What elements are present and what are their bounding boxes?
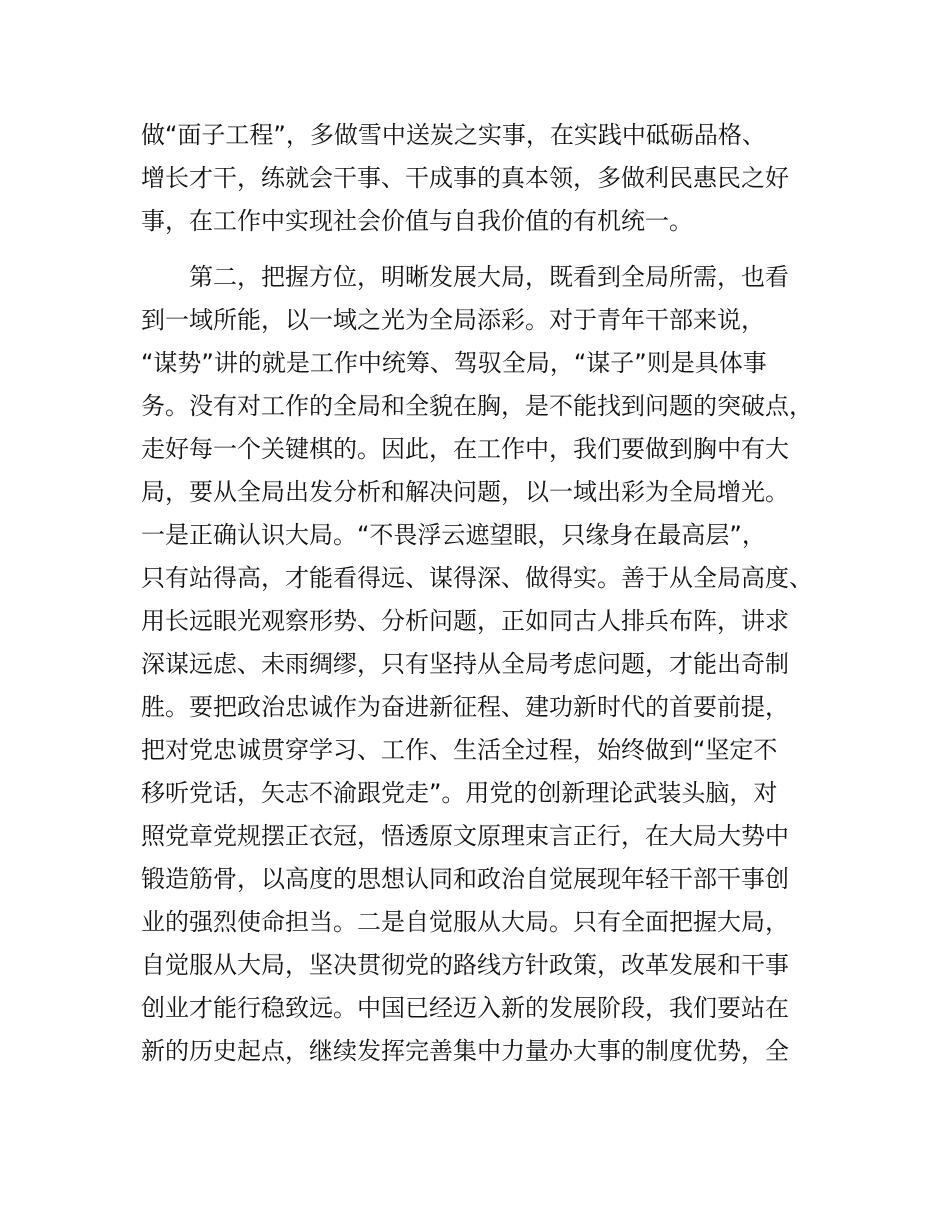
text-line: 局，要从全局出发分析和解决问题，以一域出彩为全局增光。 (141, 478, 789, 506)
text-line: 增长才干，练就会干事、干成事的真本领，多做利民惠民之好 (141, 164, 789, 192)
text-line: 照党章党规摆正衣冠，悟透原文原理束言正行，在大局大势中 (141, 822, 789, 850)
text-line: 业的强烈使命担当。二是自觉服从大局。只有全面把握大局， (141, 908, 789, 936)
text-line: 创业才能行稳致远。中国已经迈入新的发展阶段，我们要站在 (141, 994, 789, 1022)
text-line: 新的历史起点，继续发挥完善集中力量办大事的制度优势，全 (141, 1037, 789, 1065)
text-line: 只有站得高，才能看得远、谋得深、做得实。善于从全局高度、 (141, 564, 813, 592)
text-line: 事，在工作中实现社会价值与自我价值的有机统一。 (141, 207, 693, 235)
text-line: 用长远眼光观察形势、分析问题，正如同古人排兵布阵，讲求 (141, 607, 789, 635)
text-line: 胜。要把政治忠诚作为奋进新征程、建功新时代的首要前提， (141, 693, 789, 721)
text-line: 第二，把握方位，明晰发展大局，既看到全局所需，也看 (141, 263, 789, 291)
text-line: 走好每一个关键棋的。因此，在工作中，我们要做到胸中有大 (141, 435, 789, 463)
text-line: 深谋远虑、未雨绸缪，只有坚持从全局考虑问题，才能出奇制 (141, 650, 789, 678)
text-line: 做“面子工程”，多做雪中送炭之实事，在实践中砥砺品格、 (141, 121, 766, 149)
text-line: 到一域所能，以一域之光为全局添彩。对于青年干部来说， (141, 306, 765, 334)
text-line: 务。没有对工作的全局和全貌在胸，是不能找到问题的突破点， (141, 392, 813, 420)
text-line: 一是正确认识大局。“不畏浮云遮望眼，只缘身在最高层”， (141, 521, 766, 549)
text-line: 自觉服从大局，坚决贯彻党的路线方针政策，改革发展和干事 (141, 951, 789, 979)
text-line: “谋势”讲的就是工作中统筹、驾驭全局，“谋子”则是具体事 (141, 349, 767, 377)
text-line: 锻造筋骨，以高度的思想认同和政治自觉展现年轻干部干事创 (141, 865, 789, 893)
text-line: 把对党忠诚贯穿学习、工作、生活全过程，始终做到“坚定不 (141, 736, 778, 764)
text-line: 移听党话，矢志不渝跟党走”。用党的创新理论武装头脑，对 (141, 779, 778, 807)
